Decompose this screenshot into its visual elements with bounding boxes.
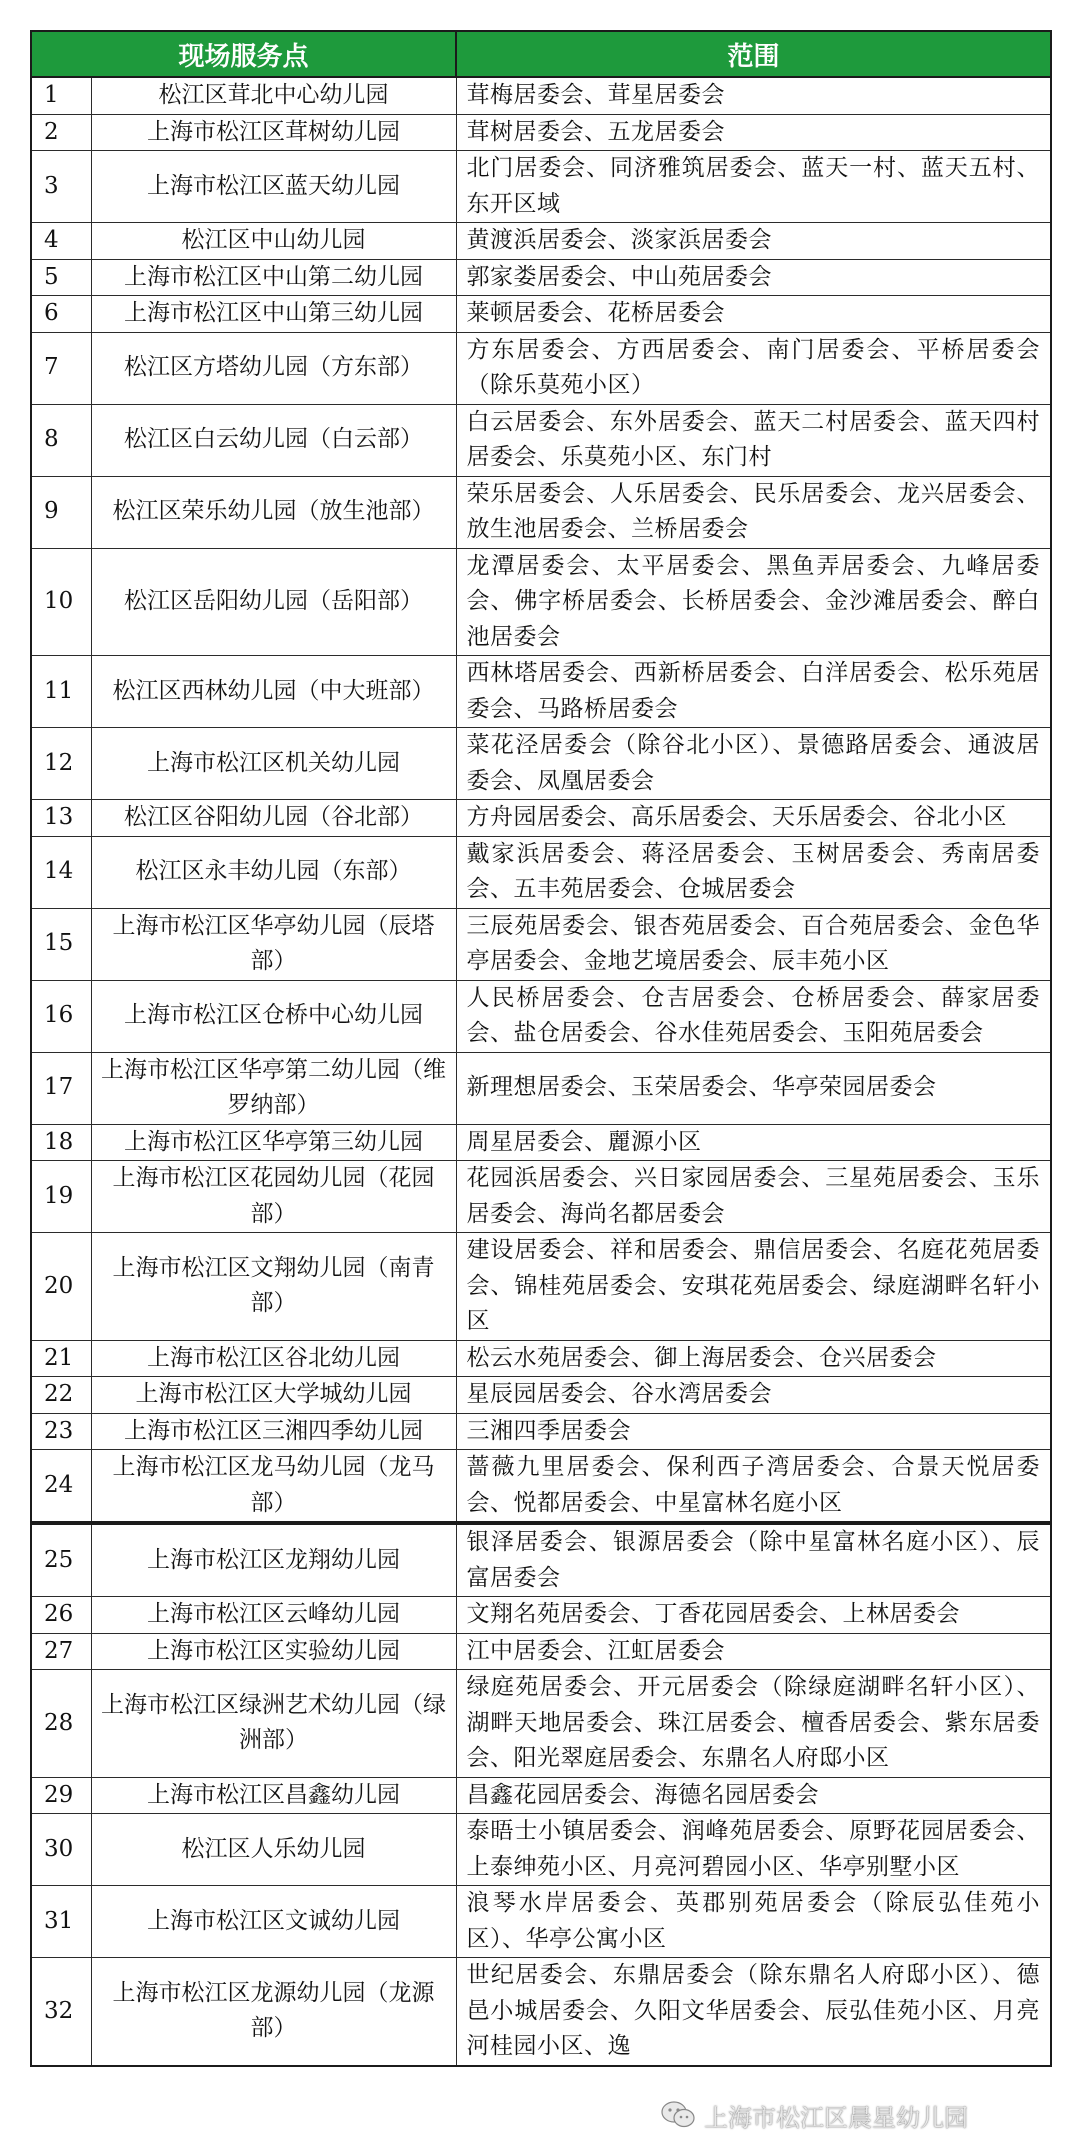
service-point-name: 松江区西林幼儿园（中大班部） [91,656,456,728]
scope-text: 茸树居委会、五龙居委会 [456,114,1051,151]
service-point-name: 上海市松江区三湘四季幼儿园 [91,1413,456,1450]
scope-text: 三湘四季居委会 [456,1413,1051,1450]
table-row [31,1052,1051,1124]
table-row [31,836,1051,908]
scope-text: 三辰苑居委会、银杏苑居委会、百合苑居委会、金色华亭居委会、金地艺境居委会、辰丰苑小区 [456,908,1051,980]
table-row [31,980,1051,1052]
table-row [31,114,1051,151]
service-point-name: 上海市松江区仓桥中心幼儿园 [91,980,456,1052]
service-point-name: 上海市松江区绿洲艺术幼儿园（绿洲部） [91,1670,456,1778]
table-row [31,1777,1051,1814]
scope-text: 文翔名苑居委会、丁香花园居委会、上林居委会 [456,1597,1051,1634]
row-number: 27 [31,1633,91,1670]
row-number: 21 [31,1340,91,1377]
scope-text: 西林塔居委会、西新桥居委会、白洋居委会、松乐苑居委会、马路桥居委会 [456,656,1051,728]
service-point-name: 上海市松江区文诚幼儿园 [91,1886,456,1958]
table-row [31,1523,1051,1597]
scope-text: 新理想居委会、玉荣居委会、华亭荣园居委会 [456,1052,1051,1124]
service-point-name: 上海市松江区华亭第三幼儿园 [91,1124,456,1161]
scope-text: 泰晤士小镇居委会、润峰苑居委会、原野花园居委会、上泰绅苑小区、月亮河碧园小区、华亭别墅小区 [456,1814,1051,1886]
scope-text: 绿庭苑居委会、开元居委会（除绿庭湖畔名轩小区）、湖畔天地居委会、珠江居委会、檀香居委会、紫东居委会、阳光翠庭居委会、东鼎名人府邸小区 [456,1670,1051,1778]
row-number: 13 [31,800,91,837]
service-point-name: 上海市松江区机关幼儿园 [91,728,456,800]
service-point-name: 松江区中山幼儿园 [91,223,456,260]
service-point-name: 松江区人乐幼儿园 [91,1814,456,1886]
row-number: 29 [31,1777,91,1814]
row-number: 16 [31,980,91,1052]
table-row [31,404,1051,476]
scope-text: 戴家浜居委会、蒋泾居委会、玉树居委会、秀南居委会、五丰苑居委会、仓城居委会 [456,836,1051,908]
row-number: 6 [31,296,91,333]
service-point-name: 上海市松江区华亭幼儿园（辰塔部） [91,908,456,980]
service-point-name: 上海市松江区龙马幼儿园（龙马部） [91,1450,456,1524]
service-point-name: 松江区谷阳幼儿园（谷北部） [91,800,456,837]
row-number: 20 [31,1233,91,1341]
wechat-icon [660,2100,696,2130]
service-table [30,30,1052,2067]
row-number: 10 [31,548,91,656]
scope-text: 蔷薇九里居委会、保利西子湾居委会、合景天悦居委会、悦都居委会、中星富林名庭小区 [456,1450,1051,1524]
service-point-name: 松江区荣乐幼儿园（放生池部） [91,476,456,548]
row-number: 19 [31,1161,91,1233]
service-point-name: 上海市松江区谷北幼儿园 [91,1340,456,1377]
service-point-name: 上海市松江区文翔幼儿园（南青部） [91,1233,456,1341]
row-number: 32 [31,1958,91,2066]
row-number: 15 [31,908,91,980]
row-number: 11 [31,656,91,728]
table-row [31,1377,1051,1414]
scope-text: 郭家娄居委会、中山苑居委会 [456,259,1051,296]
service-point-name: 上海市松江区茸树幼儿园 [91,114,456,151]
service-point-name: 上海市松江区中山第二幼儿园 [91,259,456,296]
row-number: 30 [31,1814,91,1886]
scope-text: 茸梅居委会、茸星居委会 [456,77,1051,114]
watermark-text: 上海市松江区晨星幼儿园 [704,2103,968,2132]
scope-text: 方舟园居委会、高乐居委会、天乐居委会、谷北小区 [456,800,1051,837]
table-row [31,1161,1051,1233]
row-number: 2 [31,114,91,151]
scope-text: 昌鑫花园居委会、海德名园居委会 [456,1777,1051,1814]
row-number: 12 [31,728,91,800]
service-point-name: 上海市松江区昌鑫幼儿园 [91,1777,456,1814]
scope-text: 浪琴水岸居委会、英郡别苑居委会（除辰弘佳苑小区）、华亭公寓小区 [456,1886,1051,1958]
service-point-name: 上海市松江区大学城幼儿园 [91,1377,456,1414]
scope-text: 方东居委会、方西居委会、南门居委会、平桥居委会（除乐莫苑小区） [456,332,1051,404]
table-row [31,1633,1051,1670]
row-number: 4 [31,223,91,260]
scope-text: 松云水苑居委会、御上海居委会、仓兴居委会 [456,1340,1051,1377]
scope-text: 菜花泾居委会（除谷北小区）、景德路居委会、通波居委会、凤凰居委会 [456,728,1051,800]
table-container [30,30,1050,2067]
scope-text: 江中居委会、江虹居委会 [456,1633,1051,1670]
table-row [31,1124,1051,1161]
scope-text: 荣乐居委会、人乐居委会、民乐居委会、龙兴居委会、放生池居委会、兰桥居委会 [456,476,1051,548]
table-row [31,259,1051,296]
scope-text: 龙潭居委会、太平居委会、黑鱼弄居委会、九峰居委会、佛字桥居委会、长桥居委会、金沙滩居委会、醉白池居委会 [456,548,1051,656]
row-number: 23 [31,1413,91,1450]
table-row [31,1670,1051,1778]
service-point-name: 松江区永丰幼儿园（东部） [91,836,456,908]
service-point-name: 上海市松江区中山第三幼儿园 [91,296,456,333]
table-row [31,728,1051,800]
table-row [31,476,1051,548]
table-header-row [31,31,1051,77]
table-row [31,1233,1051,1341]
row-number: 7 [31,332,91,404]
row-number: 3 [31,151,91,223]
row-number: 9 [31,476,91,548]
service-point-name: 上海市松江区花园幼儿园（花园部） [91,1161,456,1233]
service-point-name: 上海市松江区蓝天幼儿园 [91,151,456,223]
scope-text: 人民桥居委会、仓吉居委会、仓桥居委会、薛家居委会、盐仓居委会、谷水佳苑居委会、玉阳苑居委会 [456,980,1051,1052]
table-row [31,1597,1051,1634]
watermark [660,2095,968,2135]
service-point-name: 上海市松江区实验幼儿园 [91,1633,456,1670]
service-point-name: 上海市松江区龙翔幼儿园 [91,1523,456,1597]
row-number: 18 [31,1124,91,1161]
scope-text: 星辰园居委会、谷水湾居委会 [456,1377,1051,1414]
row-number: 24 [31,1450,91,1524]
table-row [31,1814,1051,1886]
scope-text: 黄渡浜居委会、淡家浜居委会 [456,223,1051,260]
service-point-name: 上海市松江区龙源幼儿园（龙源部） [91,1958,456,2066]
service-point-name: 上海市松江区华亭第二幼儿园（维罗纳部） [91,1052,456,1124]
service-point-name: 松江区岳阳幼儿园（岳阳部） [91,548,456,656]
table-row [31,1958,1051,2066]
table-row [31,296,1051,333]
row-number: 22 [31,1377,91,1414]
table-row [31,656,1051,728]
row-number: 8 [31,404,91,476]
row-number: 25 [31,1523,91,1597]
service-point-name: 上海市松江区云峰幼儿园 [91,1597,456,1634]
row-number: 14 [31,836,91,908]
table-row [31,548,1051,656]
scope-text: 莱顿居委会、花桥居委会 [456,296,1051,333]
table-row [31,1886,1051,1958]
service-point-name: 松江区茸北中心幼儿园 [91,77,456,114]
header-scope: 范围 [456,31,1051,77]
scope-text: 银泽居委会、银源居委会（除中星富林名庭小区）、辰富居委会 [456,1523,1051,1597]
row-number: 17 [31,1052,91,1124]
row-number: 26 [31,1597,91,1634]
scope-text: 周星居委会、麗源小区 [456,1124,1051,1161]
table-row [31,151,1051,223]
scope-text: 北门居委会、同济雅筑居委会、蓝天一村、蓝天五村、东开区域 [456,151,1051,223]
scope-text: 世纪居委会、东鼎居委会（除东鼎名人府邸小区）、德邑小城居委会、久阳文华居委会、辰弘佳苑小区、月亮河桂园小区、逸 [456,1958,1051,2066]
scope-text: 花园浜居委会、兴日家园居委会、三星苑居委会、玉乐居委会、海尚名都居委会 [456,1161,1051,1233]
table-row [31,1450,1051,1524]
table-row [31,800,1051,837]
table-row [31,1413,1051,1450]
table-row [31,77,1051,114]
table-row [31,908,1051,980]
header-service-point: 现场服务点 [31,31,456,77]
service-point-name: 松江区白云幼儿园（白云部） [91,404,456,476]
service-point-name: 松江区方塔幼儿园（方东部） [91,332,456,404]
table-row [31,223,1051,260]
row-number: 5 [31,259,91,296]
row-number: 28 [31,1670,91,1778]
row-number: 31 [31,1886,91,1958]
table-row [31,1340,1051,1377]
row-number: 1 [31,77,91,114]
scope-text: 白云居委会、东外居委会、蓝天二村居委会、蓝天四村居委会、乐莫苑小区、东门村 [456,404,1051,476]
table-row [31,332,1051,404]
scope-text: 建设居委会、祥和居委会、鼎信居委会、名庭花苑居委会、锦桂苑居委会、安琪花苑居委会、绿庭湖畔名轩小区 [456,1233,1051,1341]
